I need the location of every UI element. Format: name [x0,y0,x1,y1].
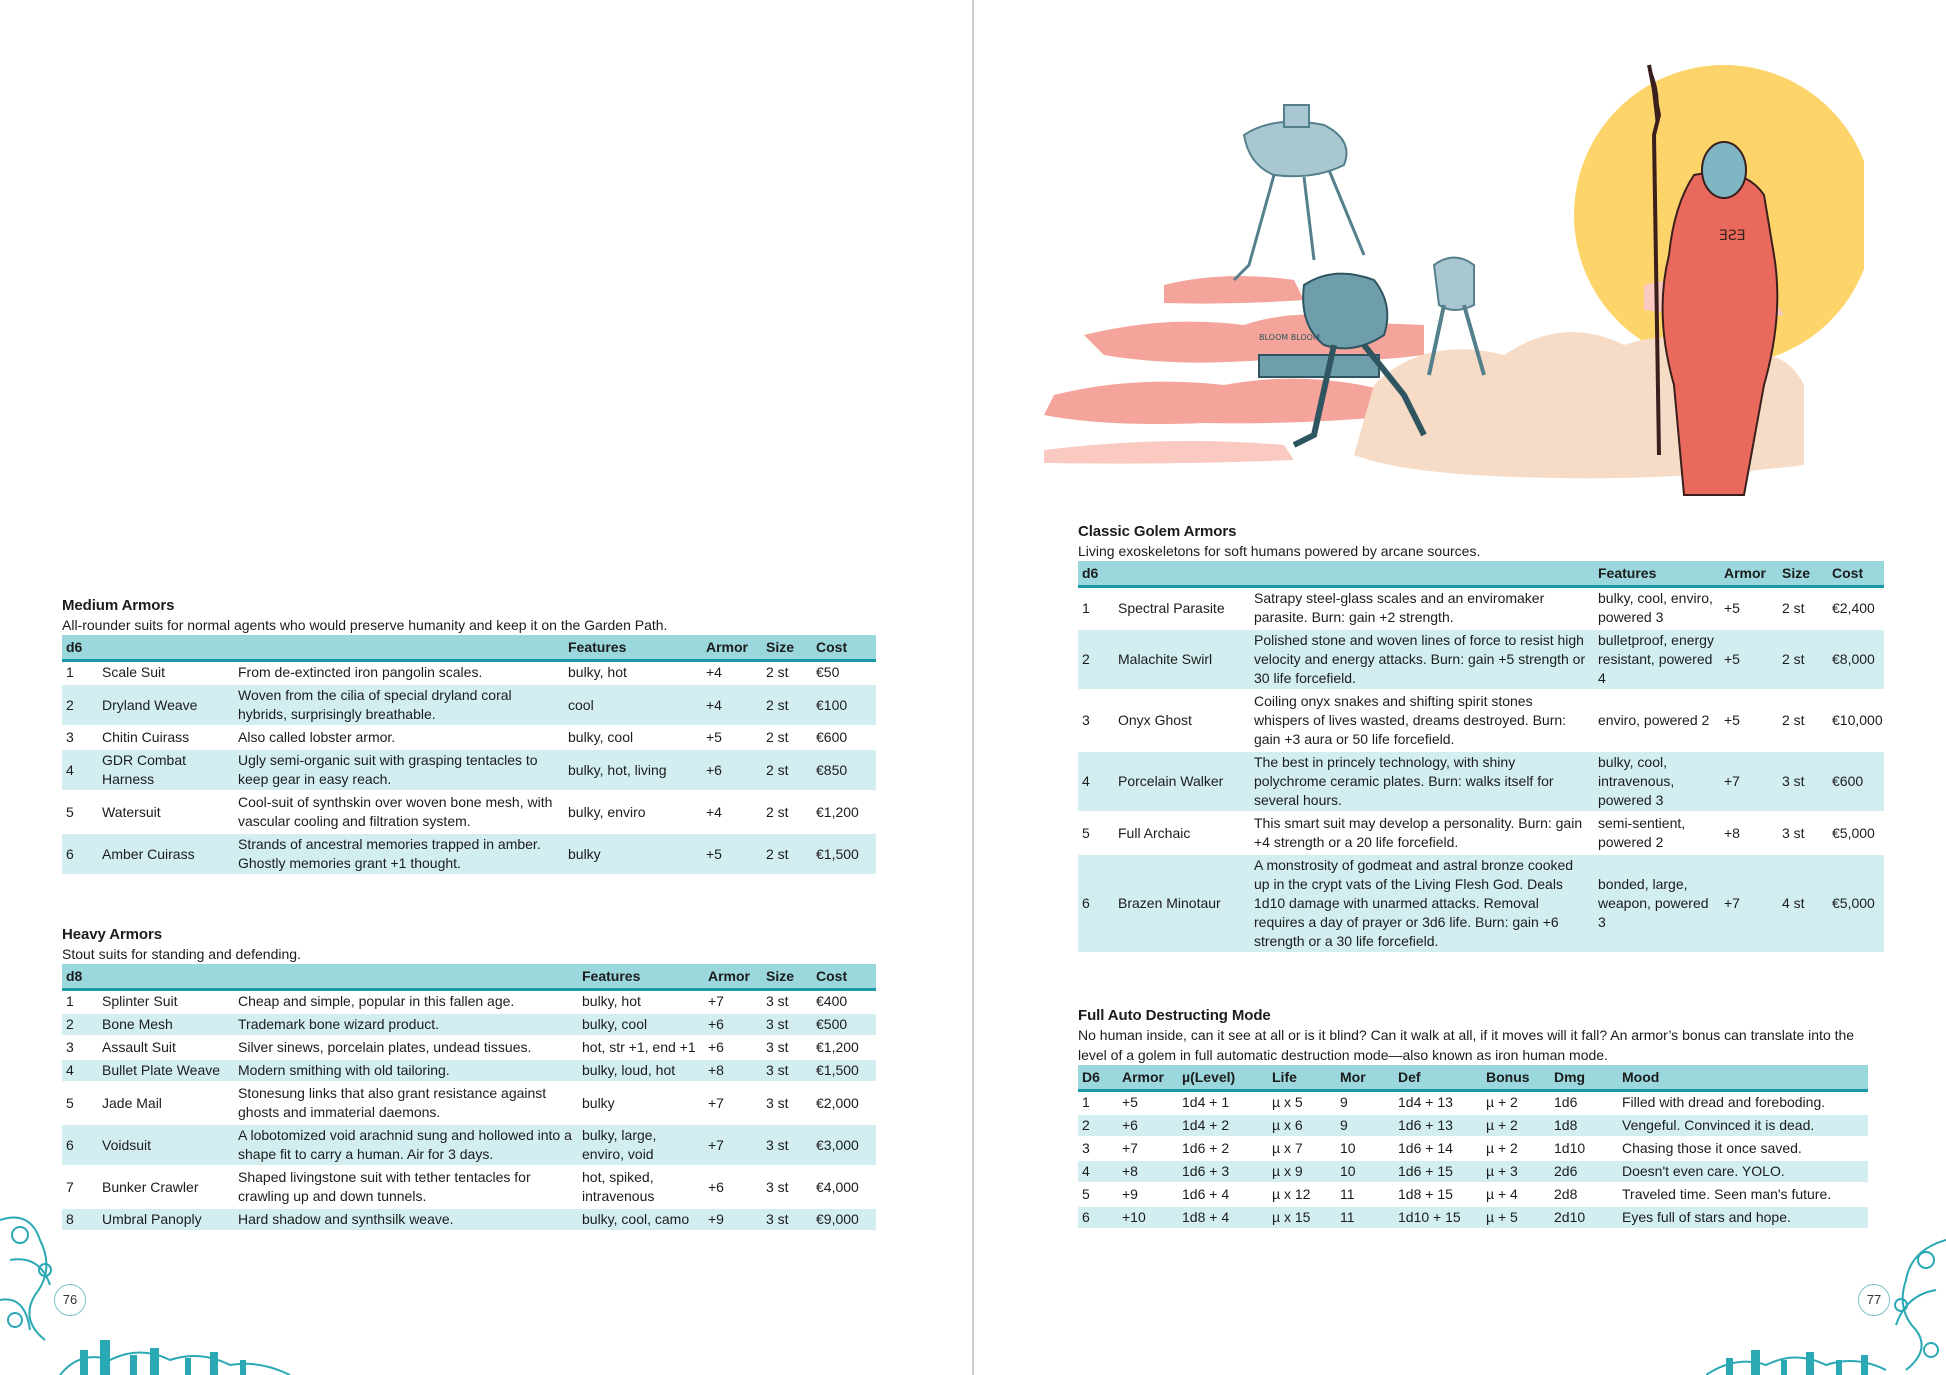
table-header-row [1078,1065,1868,1091]
table-row [62,684,876,726]
table-cell: +4 [702,684,762,726]
table-cell: cool [564,684,702,726]
table-cell: Amber Cuirass [98,833,234,875]
table-cell: Also called lobster armor. [234,726,564,749]
table-cell: 2 [1078,629,1114,690]
table-cell: µ + 5 [1482,1206,1550,1229]
table-cell: 3 st [762,1013,812,1036]
table-cell: Chasing those it once saved. [1618,1137,1868,1160]
column-header: Size [1778,561,1828,587]
table-cell: 2 st [762,749,812,791]
table-cell: +8 [1720,812,1778,854]
table-cell: €850 [812,749,876,791]
table-cell: Cool-suit of synthskin over woven bone mesh, with vascular cooling and filtration system. [234,791,564,833]
table-cell: Splinter Suit [98,990,234,1014]
table-cell: 3 st [762,1059,812,1082]
table-cell: 3 st [762,1208,812,1231]
table-row [62,990,876,1014]
table-cell: 6 [1078,854,1114,953]
table-cell: 3 [62,1036,98,1059]
table-cell: Onyx Ghost [1114,690,1250,751]
tripod-walker [1234,105,1364,280]
table-cell: Scale Suit [98,661,234,685]
page-number-left: 76 [54,1284,86,1316]
table-cell: 3 st [762,1036,812,1059]
table-cell: Strands of ancestral memories trapped in amber. Ghostly memories grant +1 thought. [234,833,564,875]
table-cell: €600 [1828,751,1884,812]
table-row [62,791,876,833]
table-cell: µ x 12 [1268,1183,1336,1206]
table-row [1078,1137,1868,1160]
table-cell: bulky, cool, intravenous, powered 3 [1594,751,1720,812]
table-cell: bulletproof, energy resistant, powered 4 [1594,629,1720,690]
table-cell: 1 [1078,1091,1118,1115]
column-header: Armor [702,635,762,661]
table-cell: 7 [62,1166,98,1208]
table-cell: enviro, powered 2 [1594,690,1720,751]
full-auto-destructing-table [1078,1065,1868,1230]
table-cell: +8 [1118,1160,1178,1183]
left-page [0,0,972,1375]
table-cell: €5,000 [1828,854,1884,953]
column-header: D6 [1078,1065,1118,1091]
table-cell: +7 [704,1124,762,1166]
table-cell: 1d10 + 15 [1394,1206,1482,1229]
column-header: Mood [1618,1065,1868,1091]
table-cell: bulky [578,1082,704,1124]
column-header: Cost [812,635,876,661]
table-cell: 2d10 [1550,1206,1618,1229]
sound-effect-text: BLOOM BLOOM [1259,333,1320,342]
collar-glyphs: ƎƧƎ [1719,228,1746,244]
table-cell: Dryland Weave [98,684,234,726]
table-cell: 1d8 [1550,1114,1618,1137]
table-cell: bulky, hot [564,661,702,685]
table-cell: Eyes full of stars and hope. [1618,1206,1868,1229]
table-cell: 3 st [762,990,812,1014]
table-cell: +5 [1720,587,1778,630]
table-cell: 1d4 + 2 [1178,1114,1268,1137]
table-cell: +6 [704,1013,762,1036]
table-row [1078,1183,1868,1206]
table-cell: bulky, cool [578,1013,704,1036]
table-cell: Traveled time. Seen man's future. [1618,1183,1868,1206]
table-cell: 1d6 + 3 [1178,1160,1268,1183]
table-cell: µ x 5 [1268,1091,1336,1115]
heavy-armors-title: Heavy Armors [62,926,162,943]
column-header [98,964,234,990]
table-cell: hot, spiked, intravenous [578,1166,704,1208]
table-cell: +6 [1118,1114,1178,1137]
table-cell: 2 st [1778,629,1828,690]
table-cell: 3 [1078,690,1114,751]
classic-golem-armors-title: Classic Golem Armors [1078,523,1237,540]
table-cell: +4 [702,661,762,685]
table-cell: Bone Mesh [98,1013,234,1036]
table-cell: +7 [1720,751,1778,812]
table-header-row [62,635,876,661]
table-cell: Bunker Crawler [98,1166,234,1208]
table-cell: 1d6 + 2 [1178,1137,1268,1160]
table-cell: bonded, large, weapon, powered 3 [1594,854,1720,953]
column-header: Cost [812,964,876,990]
table-row [62,1036,876,1059]
coral-corner-ornament-right [1706,1230,1946,1375]
classic-golem-armors-section [1078,522,1883,954]
column-header [1250,561,1594,587]
column-header [98,635,234,661]
column-header: Cost [1828,561,1884,587]
table-cell: Full Archaic [1114,812,1250,854]
table-row [1078,812,1884,854]
table-cell: +5 [1118,1091,1178,1115]
medium-armors-section [62,596,876,876]
table-cell: €1,200 [812,791,876,833]
table-cell: 3 [1078,1137,1118,1160]
column-header: Features [564,635,702,661]
right-page [974,0,1946,1375]
table-cell: +7 [1720,854,1778,953]
table-cell: 8 [62,1208,98,1231]
table-cell: Watersuit [98,791,234,833]
table-cell: 10 [1336,1160,1394,1183]
heavy-armors-section [62,925,876,1232]
table-cell: 2d8 [1550,1183,1618,1206]
table-cell: bulky, loud, hot [578,1059,704,1082]
table-cell: 2 [1078,1114,1118,1137]
table-cell: 2 st [762,661,812,685]
table-row [62,833,876,875]
table-cell: bulky, hot, living [564,749,702,791]
full-auto-destructing-subtitle: No human inside, can it see at all or is it blind? Can it walk at all, if it moves will it fall? An armor’s bonus can translate into the level of a golem in full automatic destruction mode—also known as iron human mode. [1078,1027,1855,1063]
column-header: Size [762,964,812,990]
table-cell: 11 [1336,1206,1394,1229]
table-cell: +9 [704,1208,762,1231]
table-cell: €1,200 [812,1036,876,1059]
table-cell: Silver sinews, porcelain plates, undead tissues. [234,1036,578,1059]
table-cell: 1 [62,990,98,1014]
table-cell: +5 [702,726,762,749]
classic-golem-armors-table [1078,561,1884,954]
table-cell: 4 [62,1059,98,1082]
table-cell: A monstrosity of godmeat and astral bronze cooked up in the crypt vats of the Living Flesh God. Deals 1d10 damage with unarmed attacks. Removal requires a day of prayer or 3d6 life. Burn: gain +6 strength or a 30 life forcefield. [1250,854,1594,953]
medium-armors-subtitle: All-rounder suits for normal agents who would preserve humanity and keep it on the Garden Path. [62,617,668,633]
column-header [234,635,564,661]
table-cell: 3 st [762,1124,812,1166]
table-cell: Malachite Swirl [1114,629,1250,690]
table-cell: €100 [812,684,876,726]
table-cell: 5 [1078,1183,1118,1206]
full-auto-destructing-title: Full Auto Destructing Mode [1078,1007,1271,1024]
table-cell: Voidsuit [98,1124,234,1166]
table-cell: +6 [704,1166,762,1208]
table-cell: bulky, enviro [564,791,702,833]
table-cell: 1d6 + 15 [1394,1160,1482,1183]
table-row [1078,751,1884,812]
table-header-row [62,964,876,990]
table-row [62,1082,876,1124]
column-header: Dmg [1550,1065,1618,1091]
table-cell: The best in princely technology, with shiny polychrome ceramic plates. Burn: walks itself for several hours. [1250,751,1594,812]
table-row [1078,587,1884,630]
table-cell: Shaped livingstone suit with tether tentacles for crawling up and down tunnels. [234,1166,578,1208]
table-cell: bulky, hot [578,990,704,1014]
full-auto-destructing-section [1078,1006,1868,1230]
table-row [62,1124,876,1166]
table-row [62,749,876,791]
column-header: Mor [1336,1065,1394,1091]
table-row [1078,1206,1868,1229]
table-cell: 11 [1336,1183,1394,1206]
column-header: Features [1594,561,1720,587]
column-header: d6 [1078,561,1114,587]
column-header: Life [1268,1065,1336,1091]
classic-golem-armors-subtitle: Living exoskeletons for soft humans powered by arcane sources. [1078,543,1481,559]
column-header: Features [578,964,704,990]
table-row [1078,1114,1868,1137]
table-cell: +5 [1720,629,1778,690]
table-cell: 1d8 + 15 [1394,1183,1482,1206]
table-cell: hot, str +1, end +1 [578,1036,704,1059]
table-cell: 1 [1078,587,1114,630]
table-cell: µ + 2 [1482,1114,1550,1137]
table-cell: 3 st [762,1166,812,1208]
table-cell: €600 [812,726,876,749]
table-cell: 6 [1078,1206,1118,1229]
table-cell: bulky, cool [564,726,702,749]
table-header-row [1078,561,1884,587]
table-cell: 2 st [762,726,812,749]
table-cell: 3 [62,726,98,749]
table-cell: Filled with dread and foreboding. [1618,1091,1868,1115]
table-cell: µ + 4 [1482,1183,1550,1206]
column-header: Def [1394,1065,1482,1091]
heavy-armors-subtitle: Stout suits for standing and defending. [62,946,301,962]
column-header: µ(Level) [1178,1065,1268,1091]
table-cell: €2,400 [1828,587,1884,630]
table-cell: Jade Mail [98,1082,234,1124]
table-cell: 2d6 [1550,1160,1618,1183]
table-cell: 1d6 + 13 [1394,1114,1482,1137]
table-cell: €1,500 [812,833,876,875]
page-number-right: 77 [1858,1284,1890,1316]
table-cell: €2,000 [812,1082,876,1124]
table-cell: µ + 3 [1482,1160,1550,1183]
table-cell: 5 [1078,812,1114,854]
table-cell: Doesn't even care. YOLO. [1618,1160,1868,1183]
table-cell: µ + 2 [1482,1137,1550,1160]
medium-armors-title: Medium Armors [62,597,175,614]
table-cell: 2 st [762,791,812,833]
table-cell: +7 [704,1082,762,1124]
table-cell: 4 st [1778,854,1828,953]
table-cell: 4 [1078,751,1114,812]
column-header [1114,561,1250,587]
table-cell: Hard shadow and synthsilk weave. [234,1208,578,1231]
table-cell: This smart suit may develop a personality. Burn: gain +4 strength or a 20 life forcefield. [1250,812,1594,854]
column-header: Armor [1118,1065,1178,1091]
table-cell: bulky [564,833,702,875]
table-cell: Modern smithing with old tailoring. [234,1059,578,1082]
table-cell: Spectral Parasite [1114,587,1250,630]
table-cell: 4 [62,749,98,791]
table-row [62,1059,876,1082]
table-cell: €400 [812,990,876,1014]
table-row [1078,629,1884,690]
table-cell: 3 st [762,1082,812,1124]
table-cell: Cheap and simple, popular in this fallen age. [234,990,578,1014]
table-cell: 3 st [1778,751,1828,812]
medium-armors-table [62,635,876,876]
table-cell: 1d6 [1550,1091,1618,1115]
table-row [62,661,876,685]
table-cell: Ugly semi-organic suit with grasping tentacles to keep gear in easy reach. [234,749,564,791]
table-cell: +9 [1118,1183,1178,1206]
table-cell: 2 st [762,833,812,875]
coral-corner-ornament [0,1200,290,1375]
table-cell: Vengeful. Convinced it is dead. [1618,1114,1868,1137]
table-cell: Chitin Cuirass [98,726,234,749]
table-row [1078,1160,1868,1183]
table-cell: +7 [704,990,762,1014]
table-cell: µ x 15 [1268,1206,1336,1229]
table-cell: semi-sentient, powered 2 [1594,812,1720,854]
table-cell: 2 st [1778,690,1828,751]
table-cell: Bullet Plate Weave [98,1059,234,1082]
column-header: Size [762,635,812,661]
table-cell: 5 [62,1082,98,1124]
table-cell: bulky, cool, camo [578,1208,704,1231]
table-cell: µ x 6 [1268,1114,1336,1137]
table-cell: +10 [1118,1206,1178,1229]
table-cell: +4 [702,791,762,833]
table-cell: From de-extincted iron pangolin scales. [234,661,564,685]
table-row [1078,690,1884,751]
table-cell: Brazen Minotaur [1114,854,1250,953]
table-cell: 4 [1078,1160,1118,1183]
table-row [62,1013,876,1036]
table-cell: +5 [702,833,762,875]
table-cell: €4,000 [812,1166,876,1208]
table-cell: Trademark bone wizard product. [234,1013,578,1036]
table-cell: Assault Suit [98,1036,234,1059]
table-cell: 2 [62,1013,98,1036]
table-cell: Stonesung links that also grant resistance against ghosts and immaterial daemons. [234,1082,578,1124]
table-cell: 1 [62,661,98,685]
column-header [234,964,578,990]
table-cell: Polished stone and woven lines of force to resist high velocity and energy attacks. Burn: gain +5 strength or 30 life forcefield. [1250,629,1594,690]
table-cell: €5,000 [1828,812,1884,854]
table-cell: 2 [62,684,98,726]
table-cell: A lobotomized void arachnid sung and hollowed into a shape fit to carry a human. Air for 3 days. [234,1124,578,1166]
column-header: Armor [704,964,762,990]
table-cell: bulky, cool, enviro, powered 3 [1594,587,1720,630]
table-cell: 2 st [1778,587,1828,630]
column-header: Armor [1720,561,1778,587]
table-cell: 1d4 + 1 [1178,1091,1268,1115]
table-cell: Satrapy steel-glass scales and an enviromaker parasite. Burn: gain +2 strength. [1250,587,1594,630]
table-cell: €10,000 [1828,690,1884,751]
table-cell: +6 [702,749,762,791]
column-header: Bonus [1482,1065,1550,1091]
table-cell: €50 [812,661,876,685]
table-cell: GDR Combat Harness [98,749,234,791]
table-cell: +7 [1118,1137,1178,1160]
table-cell: 3 st [1778,812,1828,854]
table-cell: +5 [1720,690,1778,751]
table-cell: 10 [1336,1137,1394,1160]
table-cell: 6 [62,1124,98,1166]
table-cell: bulky, large, enviro, void [578,1124,704,1166]
table-cell: +8 [704,1059,762,1082]
table-cell: 2 st [762,684,812,726]
golem-illustration [1044,55,1864,515]
table-cell: 9 [1336,1114,1394,1137]
table-row [1078,854,1884,953]
table-cell: 5 [62,791,98,833]
table-cell: €3,000 [812,1124,876,1166]
table-cell: +6 [704,1036,762,1059]
table-cell: µ x 9 [1268,1160,1336,1183]
table-cell: €8,000 [1828,629,1884,690]
table-cell: €500 [812,1013,876,1036]
table-cell: Porcelain Walker [1114,751,1250,812]
table-cell: €1,500 [812,1059,876,1082]
table-cell: €9,000 [812,1208,876,1231]
column-header: d6 [62,635,98,661]
table-cell: 1d8 + 4 [1178,1206,1268,1229]
table-cell: Coiling onyx snakes and shifting spirit stones whispers of lives wasted, dreams destroyed. Burn: gain +3 aura or 50 life forcefield. [1250,690,1594,751]
table-cell: 1d10 [1550,1137,1618,1160]
table-cell: Umbral Panoply [98,1208,234,1231]
heavy-armors-table [62,964,876,1232]
table-cell: 1d6 + 4 [1178,1183,1268,1206]
table-row [62,726,876,749]
column-header: d8 [62,964,98,990]
table-cell: 1d4 + 13 [1394,1091,1482,1115]
table-cell: 1d6 + 14 [1394,1137,1482,1160]
table-cell: µ x 7 [1268,1137,1336,1160]
table-cell: µ + 2 [1482,1091,1550,1115]
table-cell: Woven from the cilia of special dryland coral hybrids, surprisingly breathable. [234,684,564,726]
table-row [1078,1091,1868,1115]
table-cell: 9 [1336,1091,1394,1115]
table-cell: 6 [62,833,98,875]
